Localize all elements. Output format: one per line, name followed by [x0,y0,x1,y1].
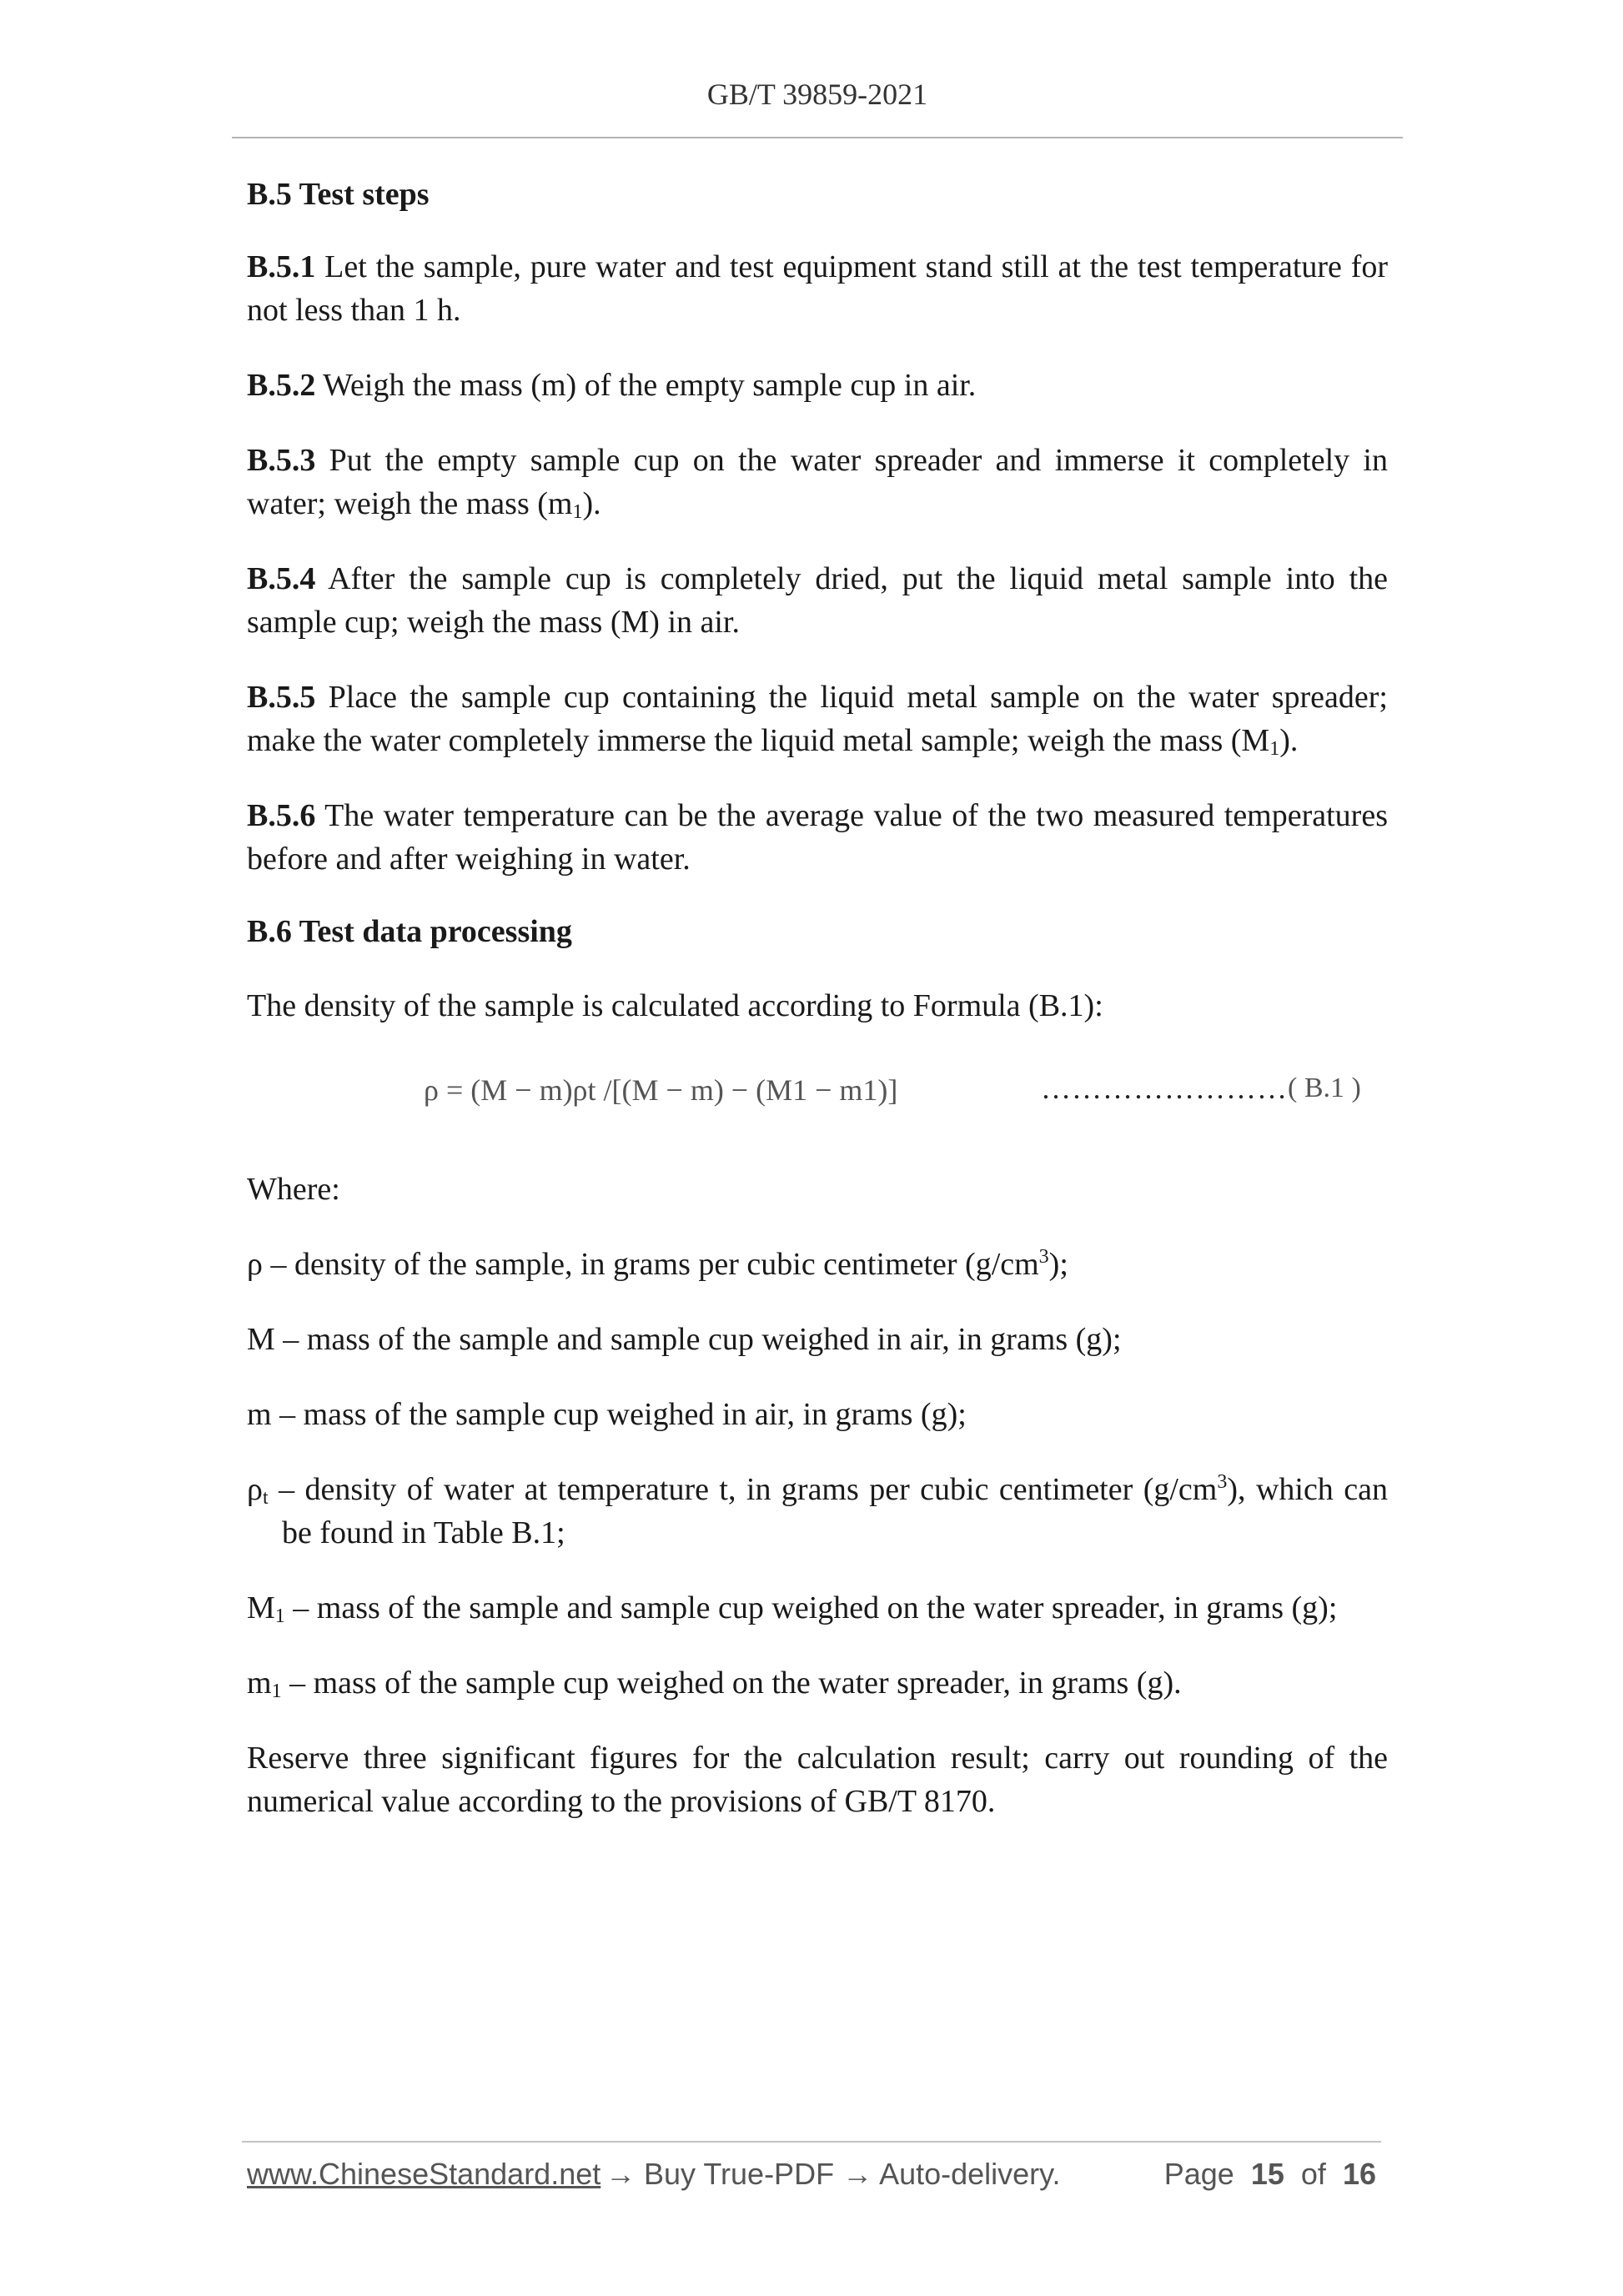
superscript: 3 [1038,1246,1049,1268]
symbol: m [247,1397,272,1432]
formula-number: ( B.1 ) [1288,1073,1361,1103]
definition-text: – mass of the sample and sample cup weighed in air, in grams (g); [274,1322,1122,1357]
clause-number: B.5.2 [247,368,316,403]
subscript: 1 [1269,738,1280,760]
symbol: ρ [247,1472,263,1507]
definition-text: – mass of the sample cup weighed on the water spreader, in grams (g). [281,1665,1182,1701]
step-text: After the sample cup is completely dried, put the liquid metal sample into the sample cup; weigh the mass (M) in air. [247,561,1388,640]
step-b5-2 [247,364,1388,407]
section-b6-heading: B.6 Test data processing [247,914,572,949]
step-text-end: ). [1279,723,1299,758]
definition-rho-t [247,1468,1388,1555]
clause-number: B.5.5 [247,680,316,715]
definition-M1 [247,1586,1388,1630]
footer-tagline: → Buy True-PDF → Auto-delivery. [605,2157,1061,2191]
subscript: 1 [572,501,583,523]
symbol: ρ [247,1247,263,1282]
definition-text: – density of the sample, in grams per cubic centimeter (g/cm [262,1247,1039,1282]
step-b5-6 [247,794,1388,881]
definition-m [247,1393,1388,1436]
symbol-subscript: t [262,1487,269,1509]
superscript: 3 [1217,1471,1228,1493]
definition-rho [247,1243,1388,1286]
definition-text: – mass of the sample cup weighed in air, in grams (g); [271,1397,967,1432]
footer-divider [242,2141,1381,2143]
step-text-end: ). [582,486,601,521]
where-label: Where: [247,1172,340,1207]
website-link[interactable]: www.ChineseStandard.net [247,2157,601,2191]
page-indicator [1164,2157,1376,2192]
step-b5-4 [247,557,1388,644]
clause-number: B.5.6 [247,798,316,833]
page-footer [247,2157,1381,2198]
symbol-subscript: 1 [274,1605,285,1627]
page-label: Page [1163,2157,1234,2191]
clause-number: B.5.4 [247,561,316,596]
definition-text-end: ), which can be found in Table B.1; [282,1472,1388,1550]
step-text: Weigh the mass (m) of the empty sample cup in air. [315,368,977,403]
formula-b1 [247,1066,1388,1124]
step-text: Let the sample, pure water and test equipment stand still at the test temperature for not less than 1 h. [247,249,1388,328]
formula-expression: ρ = (M − m)ρt /[(M − m) − (M1 − m1)] [424,1073,898,1107]
formula-intro: The density of the sample is calculated according to Formula (B.1): [247,988,1103,1023]
definition-text-end: ); [1048,1247,1068,1282]
step-text: Put the empty sample cup on the water spreader and immerse it completely in water; weigh the mass (m [247,443,1388,521]
step-b5-5 [247,676,1388,762]
page-content [247,173,1388,1823]
closing-paragraph: Reserve three significant figures for the calculation result; carry out rounding of the numerical value according to the provisions of GB/T 8170. [247,1741,1388,1819]
document-header: GB/T 39859-2021 [706,78,928,111]
clause-number: B.5.3 [247,443,316,478]
page-of: of [1300,2157,1326,2191]
definition-text: – mass of the sample and sample cup weighed on the water spreader, in grams (g); [284,1590,1338,1625]
symbol-subscript: 1 [271,1681,282,1702]
definition-M [247,1318,1388,1361]
step-text: The water temperature can be the average value of the two measured temperatures before and after weighing in water. [247,798,1388,877]
step-b5-3 [247,439,1388,525]
symbol: M [247,1322,275,1357]
definition-m1 [247,1661,1388,1705]
symbol: m [247,1665,272,1701]
page-current: 15 [1250,2157,1284,2191]
clause-number: B.5.1 [247,249,316,284]
definition-text: – density of water at temperature t, in grams per cubic centimeter (g/cm [268,1472,1218,1507]
formula-leader-dots: …………………… [1041,1072,1288,1105]
definition-list [247,1243,1388,1705]
section-b5-heading: B.5 Test steps [247,177,430,212]
page-total: 16 [1342,2157,1376,2191]
step-b5-1 [247,245,1388,332]
symbol: M [247,1590,275,1625]
header-divider [232,137,1403,138]
step-text: Place the sample cup containing the liquid metal sample on the water spreader; make the water completely immerse the liquid metal sample; weigh the mass (M [247,680,1388,758]
